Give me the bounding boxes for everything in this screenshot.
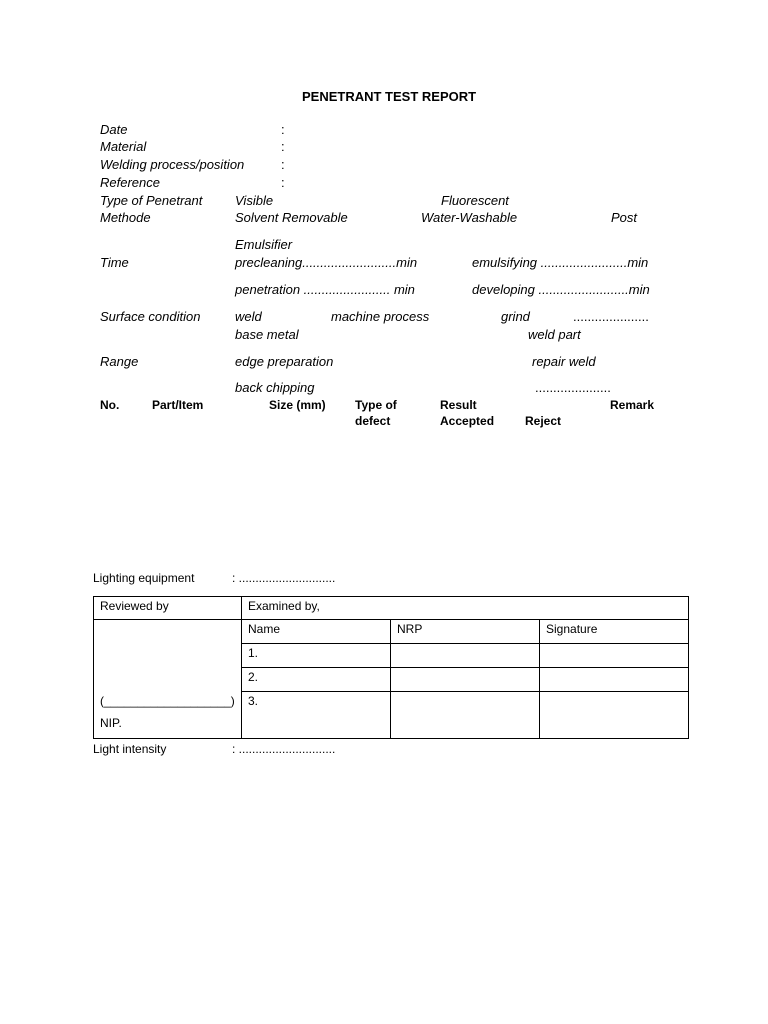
date-colon: :: [281, 122, 285, 137]
welding-process-colon: :: [281, 157, 285, 172]
col-defect: defect: [355, 414, 391, 428]
reviewer-signature-cell: [94, 620, 242, 739]
method-post: Post: [611, 210, 638, 225]
report-title: PENETRANT TEST REPORT: [302, 89, 477, 104]
penetrant-type-label: Type of Penetrant: [100, 193, 203, 208]
range-dots: .....................: [535, 380, 611, 395]
material-colon: :: [281, 139, 285, 154]
lighting-equipment-label: Lighting equipment: [93, 571, 195, 585]
method-solvent-removable: Solvent Removable: [235, 210, 348, 225]
date-label: Date: [100, 122, 128, 137]
examined-by-header: Examined by,: [242, 597, 689, 620]
reviewer-name-line: (___________________): [100, 694, 235, 708]
surface-machine-process: machine process: [331, 309, 430, 324]
examiner-row-3-signature: [540, 692, 689, 739]
time-emulsifying: emulsifying ........................min: [472, 255, 649, 270]
col-accepted: Accepted: [440, 414, 495, 428]
method-label: Methode: [100, 210, 151, 225]
time-penetration: penetration ........................ min: [235, 282, 415, 297]
col-name-header: Name: [242, 620, 391, 644]
lighting-equipment-value: : .............................: [232, 571, 336, 585]
time-precleaning: precleaning..........................min: [235, 255, 418, 270]
method-water-washable: Water-Washable: [421, 210, 518, 225]
surface-weld-part: weld part: [528, 327, 581, 342]
examiner-row-2: 2.: [242, 668, 391, 692]
examiner-row-1-nrp: [391, 644, 540, 668]
col-result: Result: [440, 398, 477, 412]
range-label: Range: [100, 354, 139, 369]
method-emulsifier: Emulsifier: [235, 237, 293, 252]
surface-condition-label: Surface condition: [100, 309, 201, 324]
light-intensity-label: Light intensity: [93, 742, 167, 756]
reference-colon: :: [281, 175, 285, 190]
reference-label: Reference: [100, 175, 160, 190]
col-nrp-header: NRP: [391, 620, 540, 644]
penetrant-visible: Visible: [235, 193, 274, 208]
col-reject: Reject: [525, 414, 562, 428]
col-size: Size (mm): [269, 398, 326, 412]
time-label: Time: [100, 255, 129, 270]
examiner-row-1-signature: [540, 644, 689, 668]
signature-table: [93, 596, 689, 739]
examiner-row-2-nrp: [391, 668, 540, 692]
reviewed-by-header: Reviewed by: [94, 597, 242, 620]
surface-base-metal: base metal: [235, 327, 299, 342]
reviewer-nip: NIP.: [100, 716, 122, 730]
range-edge-preparation: edge preparation: [235, 354, 334, 369]
examiner-row-2-signature: [540, 668, 689, 692]
col-remark: Remark: [610, 398, 655, 412]
light-intensity-value: : .............................: [232, 742, 336, 756]
examiner-row-3-nrp: [391, 692, 540, 739]
time-developing: developing .........................min: [472, 282, 650, 297]
col-no: No.: [100, 398, 120, 412]
examiner-row-1: 1.: [242, 644, 391, 668]
penetrant-fluorescent: Fluorescent: [441, 193, 509, 208]
material-label: Material: [100, 139, 147, 154]
examiner-row-3: 3.: [242, 692, 391, 739]
col-part-item: Part/Item: [152, 398, 204, 412]
welding-process-label: Welding process/position: [100, 157, 245, 172]
surface-weld: weld: [235, 309, 262, 324]
range-back-chipping: back chipping: [235, 380, 315, 395]
col-signature-header: Signature: [540, 620, 689, 644]
surface-grind-dots: .....................: [573, 309, 649, 324]
range-repair-weld: repair weld: [532, 354, 596, 369]
col-type-of: Type of: [355, 398, 397, 412]
surface-grind: grind: [501, 309, 530, 324]
